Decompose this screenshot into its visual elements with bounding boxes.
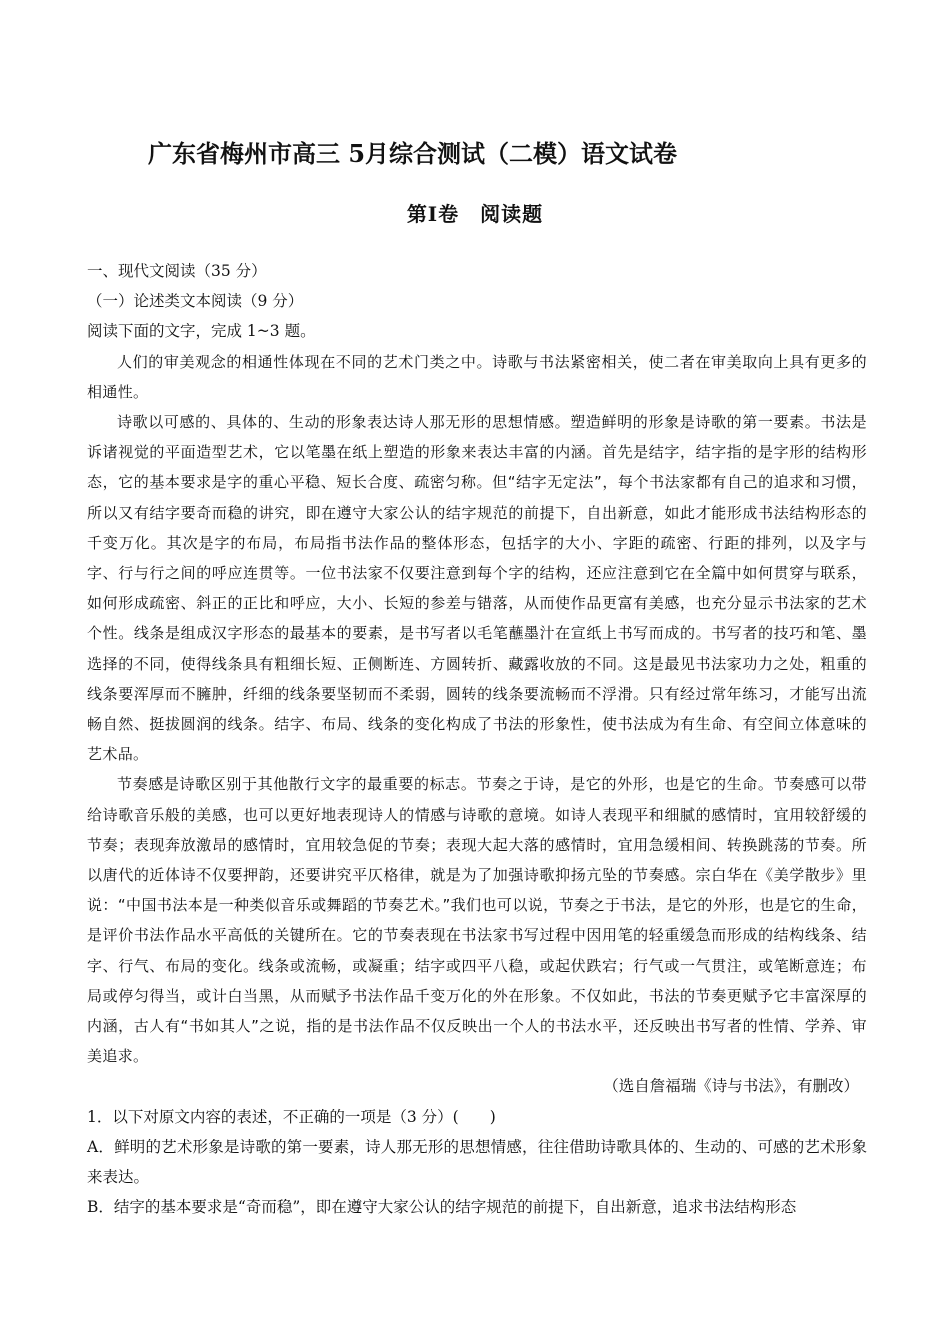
volume-title: 第Ⅰ卷 阅读题 (406, 202, 544, 226)
article-paragraph-3: 节奏感是诗歌区别于其他散行文字的最重要的标志。节奏之于诗，是它的外形，也是它的生命。节奏感可以带给诗歌音乐般的美感，也可以更好地表现诗人的情感与诗歌的意境。如诗人表现平和细腻的感情时，宜用较舒缓的节奏；表现奔放激昂的感情时，宜用较急促的节奏；表现大起大落的感情时，宜用急缓相间、转换跳荡的节奏。所以唐代的近体诗不仅要押韵，还要讲究平仄格律，就是为了加强诗歌抑扬亢坠的节奏感。宗白华在《美学散步》里说：“中国书法本是一种类似音乐或舞蹈的节奏艺术。”我们也可以说，节奏之于书法，是它的外形，也是它的生命，是评价书法作品水平高低的关键所在。它的节奏表现在书法家书写过程中因用笔的轻重缓急而形成的结构线条、结字、行气、布局的变化。线条或流畅，或凝重；结字或四平八稳，或起伏跌宕；行气或一气贯注，或笔断意连；布局或停匀得当，或计白当黑，从而赋予书法作品千变万化的外在形象。不仅如此，书法的节奏更赋予它丰富深厚的内涵，古人有“书如其人”之说，指的是书法作品不仅反映出一个人的书法水平，还反映出书写者的性情、学养、审美追求。 (87, 775, 867, 1066)
article-paragraph-1: 人们的审美观念的相通性体现在不同的艺术门类之中。诗歌与书法紧密相关，使二者在审美取向上具有更多的相通性。 (87, 352, 867, 401)
subsection-heading: （一）论述类文本阅读（9 分） (87, 292, 304, 311)
article-source: （选自詹福瑞《诗与书法》，有删改） (603, 1077, 859, 1096)
question-1: 1．以下对原文内容的表述，不正确的一项是（3 分）( ) (87, 1107, 496, 1126)
article-paragraph-2: 诗歌以可感的、具体的、生动的形象表达诗人那无形的思想情感。塑造鲜明的形象是诗歌的第一要素。书法是诉诸视觉的平面造型艺术，它以笔墨在纸上塑造的形象来表达丰富的内涵。首先是结字，结字指的是字形的结构形态，它的基本要求是字的重心平稳、短长合度、疏密匀称。但“结字无定法”，每个书法家都有自己的追求和习惯，所以又有结字要奇而稳的讲究，即在遵守大家公认的结字规范的前提下，自出新意，如此才能形成书法结构形态的千变万化。其次是字的布局，布局指书法作品的整体形态，包括字的大小、字距的疏密、行距的排列，以及字与字、行与行之间的呼应连贯等。一位书法家不仅要注意到每个字的结构，还应注意到它在全篇中如何贯穿与联系，如何形成疏密、斜正的正比和呼应，大小、长短的参差与错落，从而使作品更富有美感，也充分显示书法家的艺术个性。线条是组成汉字形态的最基本的要素，是书写者以毛笔蘸墨汁在宣纸上书写而成的。书写者的技巧和笔、墨选择的不同，使得线条具有粗细长短、正侧断连、方圆转折、藏露收放的不同。这是最见书法家功力之处，粗重的线条要浑厚而不臃肿，纤细的线条要坚韧而不柔弱，圆转的线条要流畅而不浮滑。只有经过常年练习，才能写出流畅自然、挺拔圆润的线条。结字、布局、线条的变化构成了书法的形象性，使书法成为有生命、有空间立体意味的艺术品。 (87, 413, 867, 764)
section-heading: 一、现代文阅读（35 分） (87, 262, 267, 280)
exam-title: 广东省梅州市高三 5月综合测试（二模）语文试卷 (148, 139, 678, 168)
exam-content (87, 256, 867, 1223)
option-a: A．鲜明的艺术形象是诗歌的第一要素，诗人那无形的思想情感，往往借助诗歌具体的、生动的、可感的艺术形象来表达。 (87, 1137, 867, 1187)
reading-instruction: 阅读下面的文字，完成 1~3 题。 (87, 322, 316, 341)
option-b: B．结字的基本要求是“奇而稳”，即在遵守大家公认的结字规范的前提下，自出新意，追求书法结构形态 (87, 1198, 797, 1217)
